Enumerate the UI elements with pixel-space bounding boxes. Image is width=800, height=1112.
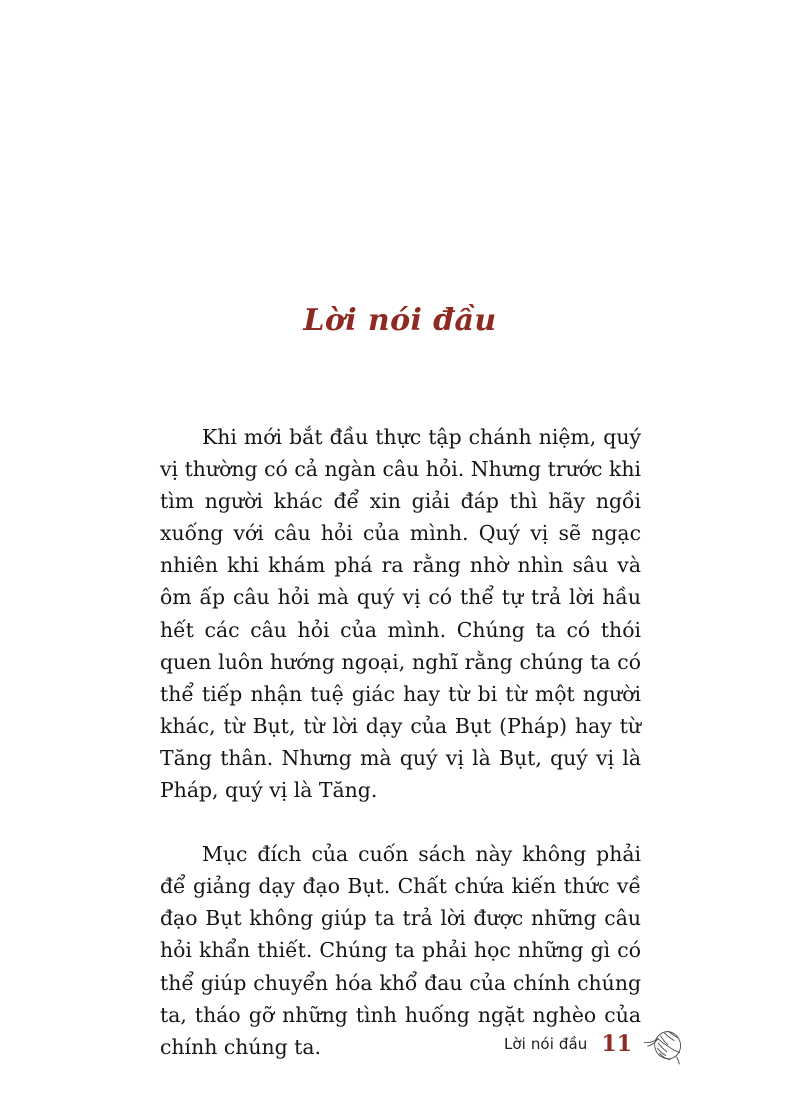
page-footer	[430, 1016, 690, 1072]
page-title: Lời nói đầu	[303, 303, 497, 339]
body-paragraph: Mục đích của cuốn sách này không phải để giảng dạy đạo Bụt. Chất chứa kiến thức về đạo Bụt không giúp ta trả lời được những câu hỏi khẩn thiết. Chúng ta phải học những gì có thể giúp chuyển hóa khổ đau của chính chúng ta, tháo gỡ những tình huống ngặt nghèo của chính chúng ta.	[160, 842, 641, 1059]
bodhi-leaf-icon	[638, 1022, 690, 1070]
body-text-block	[160, 421, 641, 1063]
body-paragraph: Khi mới bắt đầu thực tập chánh niệm, quý vị thường có cả ngàn câu hỏi. Nhưng trước khi tìm người khác để xin giải đáp thì hãy ngồi xuống với câu hỏi của mình. Quý vị sẽ ngạc nhiên khi khám phá ra rằng nhờ nhìn sâu và ôm ấp câu hỏi mà quý vị có thể tự trả lời hầu hết các câu hỏi của mình. Chúng ta có thói quen luôn hướng ngoại, nghĩ rằng chúng ta có thể tiếp nhận tuệ giác hay từ bi từ một người khác, từ Bụt, từ lời dạy của Bụt (Pháp) hay từ Tăng thân. Nhưng mà quý vị là Bụt, quý vị là Pháp, quý vị là Tăng.	[160, 425, 641, 803]
page-number: 11	[601, 1031, 632, 1057]
footer-running-head: Lời nói đầu	[503, 1035, 588, 1053]
